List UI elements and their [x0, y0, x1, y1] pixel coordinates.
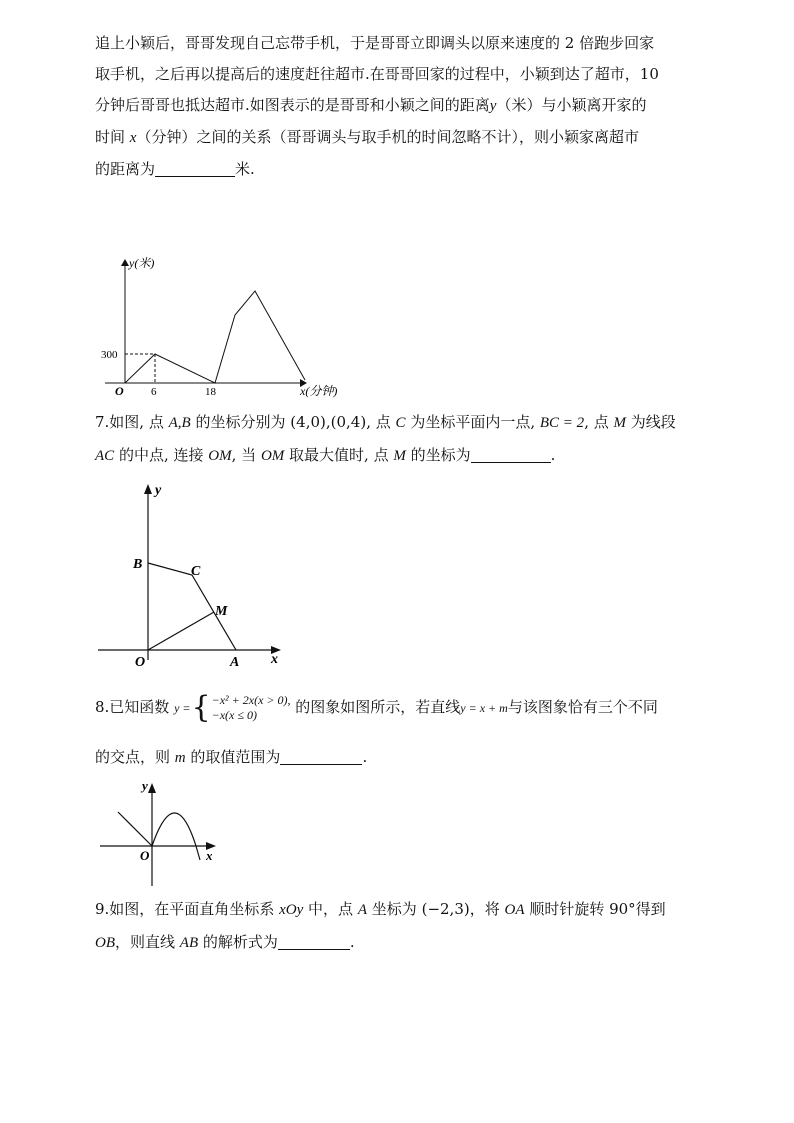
q7-comma: ,: [325, 413, 331, 431]
q8-t2: 的图象如图所示，若直线: [295, 698, 461, 716]
q6-line5: 的距离为: [95, 160, 156, 178]
q9-t7: 的解析式为: [202, 933, 278, 951]
label-o: O: [135, 655, 146, 670]
parabola-branch: [152, 813, 200, 860]
q8-t5: 的取值范围为: [190, 748, 281, 766]
piecewise-brace: {: [191, 690, 211, 725]
q8-y-eq: y =: [174, 701, 191, 715]
q9-text: [95, 893, 710, 959]
q8-line-eq: y = x + m: [460, 701, 508, 715]
q7-t1: 7.如图, 点: [95, 413, 164, 431]
q8-t1: 8.已知函数: [95, 698, 170, 716]
var-x: x: [129, 130, 137, 146]
bc-eq: BC = 2: [539, 415, 585, 431]
q7-t3: , 点: [366, 413, 391, 431]
coord-b: (0,4): [330, 413, 367, 431]
q8-t4: 的交点，则: [95, 748, 171, 766]
q9-t2: 中，点: [308, 900, 354, 918]
answer-blank-q7[interactable]: [471, 444, 551, 463]
q8-line1: [95, 690, 710, 725]
q8-line2: [95, 742, 710, 774]
label-b: B: [133, 557, 143, 572]
left-branch: [118, 812, 152, 846]
q7-t11: .: [550, 446, 556, 464]
segment-ac: AC: [95, 448, 115, 464]
q7-text: [95, 406, 710, 472]
label-y: y: [155, 483, 162, 498]
xoy: xOy: [279, 902, 304, 918]
origin-label: O: [115, 384, 124, 398]
q6-line3-b: （米）与小颖离开家的: [496, 96, 647, 114]
segment-om-line: [148, 612, 214, 650]
y-axis-label: y(米): [129, 256, 155, 270]
y-arrow-icon: [144, 484, 152, 494]
tick-300: 300: [101, 349, 118, 361]
q6-line2: 取手机，之后再以提高后的速度赶往超市.在哥哥回家的过程中，小颖到达了超市，10: [95, 65, 659, 83]
q9-t5: 顺时针旋转 90°得到: [529, 900, 666, 918]
q6-line1: 追上小颖后，哥哥发现自己忘带手机，于是哥哥立即调头以原来速度的 2 倍跑步回家: [95, 34, 655, 52]
y-arrow-icon: [148, 783, 156, 793]
label-y: y: [142, 778, 148, 793]
q9-t4: ，将: [469, 900, 500, 918]
q7-t10: 的坐标为: [410, 446, 471, 464]
q6-line5-b: 米.: [235, 160, 255, 178]
point-a: A: [357, 902, 368, 918]
label-o: O: [140, 848, 150, 863]
q8-t6: .: [362, 748, 368, 766]
q6-text: [95, 28, 710, 185]
segment-om-2: OM: [260, 448, 285, 464]
answer-blank-q9[interactable]: [278, 931, 350, 950]
tick-6: 6: [151, 386, 157, 398]
piecewise-graph: [100, 778, 225, 888]
q9-t6: ，则直线: [115, 933, 176, 951]
segment-ob: OB: [95, 935, 115, 951]
coord-a: (4,0): [290, 413, 326, 431]
answer-blank-q8[interactable]: [280, 746, 362, 765]
coord-a: (−2,3): [421, 900, 470, 918]
q7-t4: 为坐标平面内一点,: [410, 413, 536, 431]
point-m: M: [613, 415, 627, 431]
label-m: M: [215, 604, 228, 619]
distance-time-graph: [95, 250, 355, 400]
q7-t6: 为线段: [630, 413, 676, 431]
var-y: y: [489, 98, 497, 114]
point-c: C: [395, 415, 406, 431]
point-m-2: M: [393, 448, 406, 464]
q9-t3: 坐标为: [371, 900, 417, 918]
label-x: x: [206, 848, 213, 863]
label-a: A: [230, 655, 240, 670]
coordinate-figure: [95, 480, 295, 670]
segment-oa: OA: [504, 902, 525, 918]
q7-t8: , 当: [231, 446, 257, 464]
q6-line3: 分钟后哥哥也抵达超市.如图表示的是哥哥和小颖之间的距离: [95, 96, 490, 114]
points-ab: A,B: [168, 415, 191, 431]
tick-18: 18: [205, 386, 216, 398]
q9-t8: .: [349, 933, 355, 951]
q9-t1: 9.如图，在平面直角坐标系: [95, 900, 275, 918]
case-1: −x² + 2x(x > 0),: [211, 693, 291, 707]
q8-t3: 与该图象恰有三个不同: [507, 698, 658, 716]
q7-t7: 的中点, 连接: [118, 446, 204, 464]
q6-line4: 时间: [95, 128, 126, 146]
answer-blank-q6[interactable]: [155, 158, 235, 177]
q6-line4-b: （分钟）之间的关系（哥哥调头与取手机的时间忽略不计），则小颖家离超市: [136, 128, 639, 146]
x-axis-label: x(分钟): [300, 384, 338, 398]
label-c: C: [191, 564, 201, 579]
segment-om: OM: [208, 448, 232, 464]
q7-t5: , 点: [584, 413, 609, 431]
line-ab: AB: [179, 935, 199, 951]
y-arrow-icon: [121, 259, 129, 266]
var-m: m: [174, 750, 186, 766]
piecewise-cases: [212, 693, 291, 723]
q7-t9: 取最大值时, 点: [289, 446, 389, 464]
q7-t2: 的坐标分别为: [195, 413, 286, 431]
case-2: −x(x ≤ 0): [211, 708, 257, 722]
graph-line: [108, 291, 305, 383]
label-x: x: [271, 652, 278, 667]
